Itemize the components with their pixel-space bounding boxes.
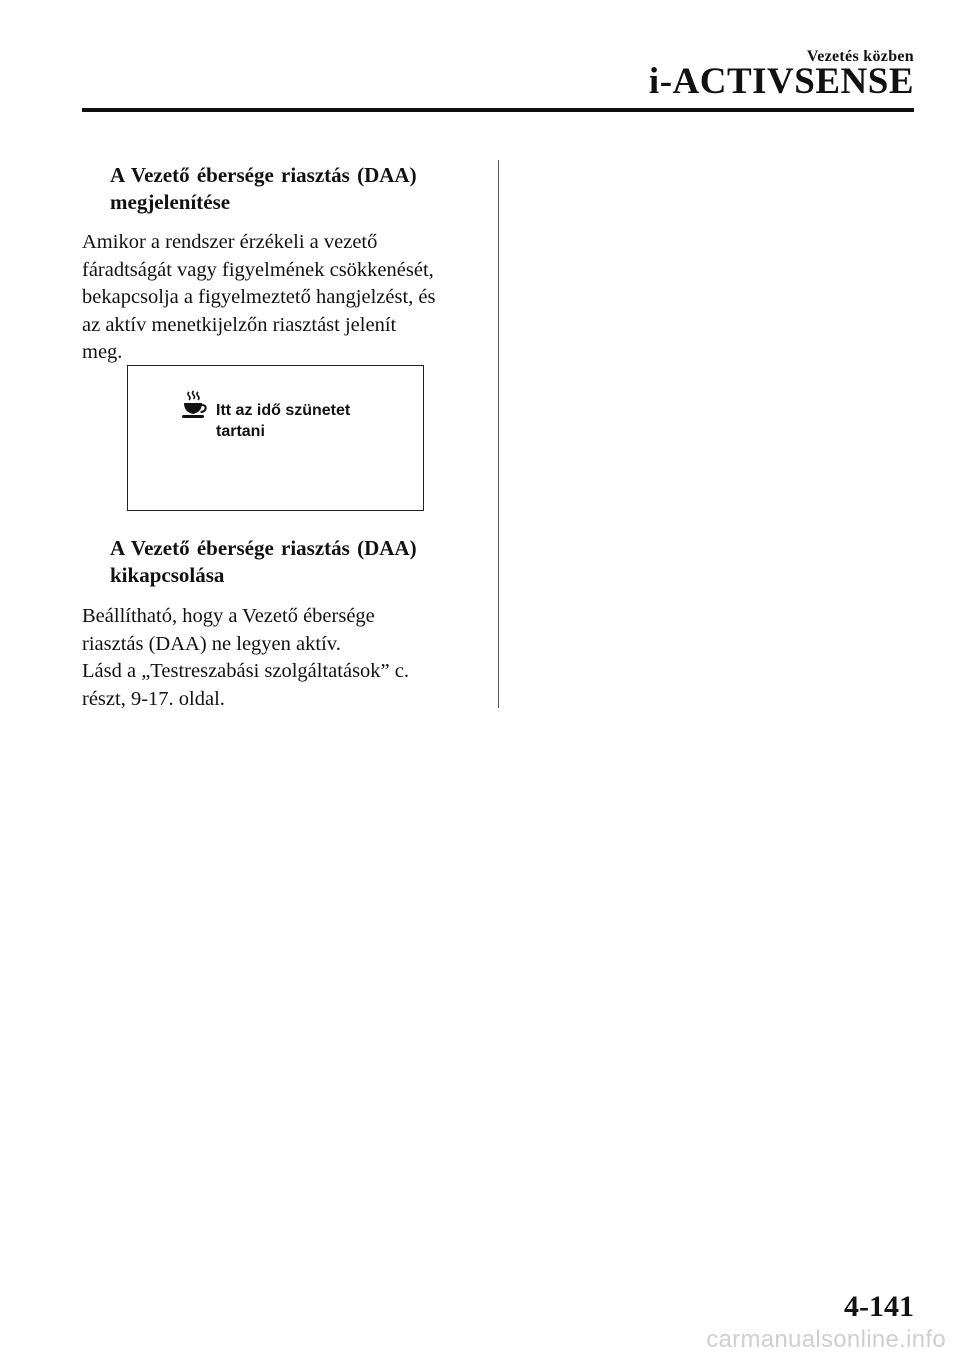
watermark: carmanualsonline.info	[706, 1326, 946, 1353]
section-heading-disable	[110, 535, 490, 589]
display-message-line: tartani	[216, 423, 265, 440]
section-body-display	[82, 229, 482, 367]
body-line: bekapcsolja a figyelmeztető hangjelzést, és	[82, 286, 436, 308]
header-section: Vezetés közben	[806, 48, 914, 65]
heading-line: kikapcsolása	[110, 563, 225, 587]
heading-line: megjelenítése	[110, 190, 231, 214]
heading-line: A Vezető ébersége riasztás (DAA)	[110, 536, 417, 560]
coffee-cup-icon	[180, 390, 208, 420]
section-body-disable	[82, 603, 482, 713]
header-title: i-ACTIVSENSE	[648, 61, 914, 102]
body-line: meg.	[82, 341, 123, 363]
body-line: részt, 9-17. oldal.	[82, 687, 225, 710]
body-line: az aktív menetkijelzőn riasztást jelenít	[82, 313, 397, 336]
body-line: Amikor a rendszer érzékeli a vezető	[82, 231, 378, 253]
body-line: riasztás (DAA) ne legyen aktív.	[82, 632, 341, 655]
page-number: 4-141	[844, 1290, 914, 1323]
active-driving-display-illustration	[127, 365, 424, 511]
heading-line: A Vezető ébersége riasztás (DAA)	[110, 163, 417, 187]
body-line: Beállítható, hogy a Vezető ébersége	[82, 605, 375, 627]
display-message	[216, 400, 350, 442]
body-line: Lásd a „Testreszabási szolgáltatások” c.	[82, 660, 409, 682]
display-message-line: Itt az idő szünetet	[216, 402, 351, 419]
section-heading-display	[110, 162, 490, 216]
body-line: fáradtságát vagy figyelmének csökkenését,	[82, 258, 434, 281]
header-rule	[82, 108, 914, 112]
column-divider	[498, 160, 499, 708]
